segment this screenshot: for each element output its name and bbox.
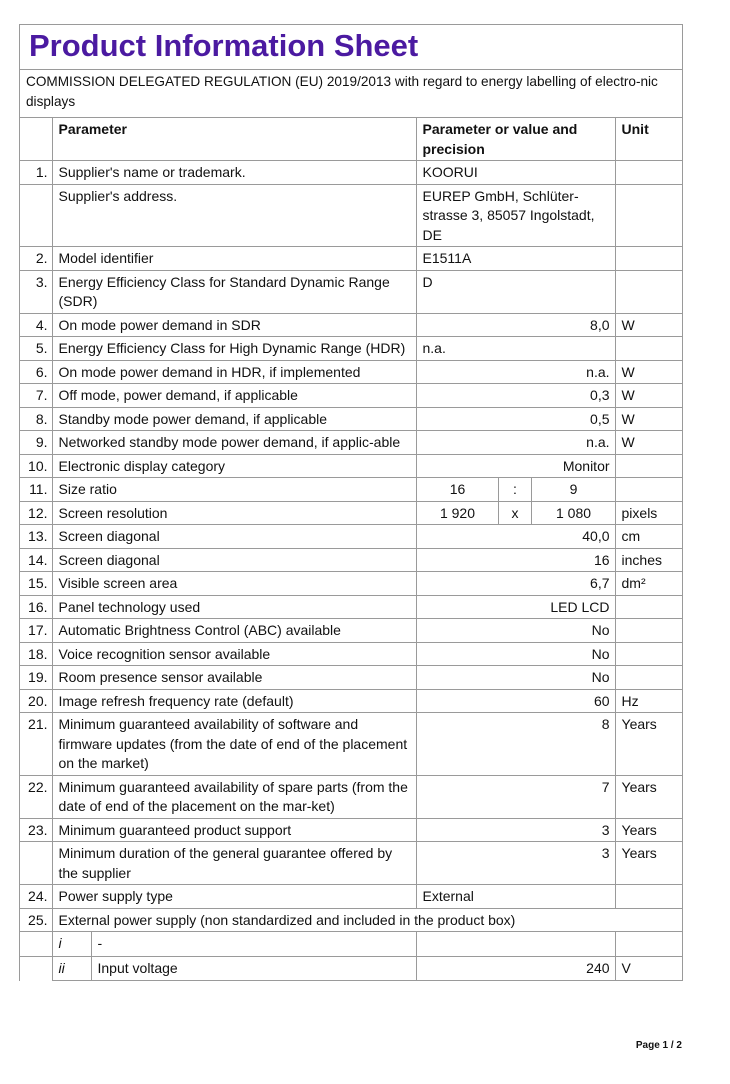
row-value: 6,7 bbox=[416, 572, 615, 596]
row-value: 0,5 bbox=[416, 407, 615, 431]
table-header bbox=[20, 118, 682, 161]
row-unit: W bbox=[615, 360, 682, 384]
row-unit bbox=[615, 595, 682, 619]
row-number: 15. bbox=[20, 572, 52, 596]
row-value: n.a. bbox=[416, 337, 615, 361]
page-subtitle: COMMISSION DELEGATED REGULATION (EU) 2019/2013 with regard to energy labelling of electro-nic displays bbox=[20, 69, 682, 117]
row-value: 7 bbox=[416, 775, 615, 818]
table-row bbox=[20, 407, 682, 431]
row-number: 7. bbox=[20, 384, 52, 408]
row-number: 5. bbox=[20, 337, 52, 361]
row-unit: Years bbox=[615, 713, 682, 776]
row-number: 16. bbox=[20, 595, 52, 619]
sub-parameter: - bbox=[97, 935, 103, 951]
row-unit: Hz bbox=[615, 689, 682, 713]
row-unit bbox=[615, 247, 682, 271]
row-value: n.a. bbox=[416, 360, 615, 384]
table-row-sub bbox=[20, 956, 682, 981]
row-number: 13. bbox=[20, 525, 52, 549]
row-number: 17. bbox=[20, 619, 52, 643]
sub-unit: V bbox=[615, 956, 682, 981]
row-number: 23. bbox=[20, 818, 52, 842]
row-value: No bbox=[416, 642, 615, 666]
row-unit: W bbox=[615, 407, 682, 431]
table-row bbox=[20, 818, 682, 842]
page-title: Product Information Sheet bbox=[29, 28, 419, 63]
row-parameter: Energy Efficiency Class for Standard Dynamic Range (SDR) bbox=[52, 270, 416, 313]
row-unit: Years bbox=[615, 775, 682, 818]
row-number: 19. bbox=[20, 666, 52, 690]
table-row bbox=[20, 572, 682, 596]
row-value: n.a. bbox=[416, 431, 615, 455]
sub-value bbox=[416, 932, 615, 957]
sub-index: ii bbox=[53, 957, 92, 981]
row-parameter: On mode power demand in HDR, if implemented bbox=[52, 360, 416, 384]
row-unit: cm bbox=[615, 525, 682, 549]
row-unit: W bbox=[615, 431, 682, 455]
row-number: 4. bbox=[20, 313, 52, 337]
row-value: KOORUI bbox=[416, 161, 615, 185]
row-number: 3. bbox=[20, 270, 52, 313]
row-value: E1511A bbox=[416, 247, 615, 271]
row-unit bbox=[615, 642, 682, 666]
row-value: No bbox=[416, 666, 615, 690]
table-row bbox=[20, 689, 682, 713]
table-row bbox=[20, 247, 682, 271]
row-parameter: Panel technology used bbox=[52, 595, 416, 619]
row-unit bbox=[615, 184, 682, 247]
row-value: 8 bbox=[416, 713, 615, 776]
row-parameter: Standby mode power demand, if applicable bbox=[52, 407, 416, 431]
header-parameter: Parameter bbox=[52, 118, 416, 161]
row-unit bbox=[615, 666, 682, 690]
row-parameter: Minimum guaranteed availability of software and firmware updates (from the date of end of the placement on the market) bbox=[52, 713, 416, 776]
row-number: 18. bbox=[20, 642, 52, 666]
row-parameter: Visible screen area bbox=[52, 572, 416, 596]
sub-unit bbox=[615, 932, 682, 957]
sub-value: 240 bbox=[416, 956, 615, 981]
row-number bbox=[20, 184, 52, 247]
row-number: 14. bbox=[20, 548, 52, 572]
row-unit bbox=[615, 337, 682, 361]
row-parameter: Supplier's address. bbox=[52, 184, 416, 247]
row-parameter: Supplier's name or trademark. bbox=[52, 161, 416, 185]
row-value: Monitor bbox=[416, 454, 615, 478]
row-value: LED LCD bbox=[416, 595, 615, 619]
table-row bbox=[20, 525, 682, 549]
row-number: 22. bbox=[20, 775, 52, 818]
row-number: 20. bbox=[20, 689, 52, 713]
row-unit: Years bbox=[615, 818, 682, 842]
row-unit bbox=[615, 619, 682, 643]
row-parameter: Minimum guaranteed availability of spare parts (from the date of end of the placement on the mar-ket) bbox=[52, 775, 416, 818]
row-number: 10. bbox=[20, 454, 52, 478]
row-unit: inches bbox=[615, 548, 682, 572]
row-value: 8,0 bbox=[416, 313, 615, 337]
row-unit bbox=[615, 270, 682, 313]
row-unit: W bbox=[615, 384, 682, 408]
parameter-table bbox=[20, 117, 682, 981]
row-parameter: Screen diagonal bbox=[52, 525, 416, 549]
row-value: 3 bbox=[416, 842, 615, 885]
row-value: 16 bbox=[416, 548, 615, 572]
row-value: D bbox=[416, 270, 615, 313]
row-unit bbox=[615, 161, 682, 185]
table-row bbox=[20, 454, 682, 478]
row-parameter: Screen diagonal bbox=[52, 548, 416, 572]
row-value: 40,0 bbox=[416, 525, 615, 549]
row-parameter: Image refresh frequency rate (default) bbox=[52, 689, 416, 713]
row-number: 8. bbox=[20, 407, 52, 431]
table-row bbox=[20, 384, 682, 408]
table-row bbox=[20, 431, 682, 455]
row-unit bbox=[615, 454, 682, 478]
info-sheet bbox=[19, 24, 683, 981]
header-value: Parameter or value and precision bbox=[416, 118, 615, 161]
table-row bbox=[20, 713, 682, 776]
table-row-power-supply-type: 24. Power supply type External bbox=[20, 885, 682, 909]
row-parameter: Energy Efficiency Class for High Dynamic Range (HDR) bbox=[52, 337, 416, 361]
row-parameter: Voice recognition sensor available bbox=[52, 642, 416, 666]
table-row bbox=[20, 184, 682, 247]
table-row-resolution: 12. Screen resolution 1 920 x 1 080 pixels bbox=[20, 501, 682, 525]
table-row bbox=[20, 270, 682, 313]
row-number: 2. bbox=[20, 247, 52, 271]
row-value: 0,3 bbox=[416, 384, 615, 408]
row-parameter: Networked standby mode power demand, if applic-able bbox=[52, 431, 416, 455]
table-row bbox=[20, 595, 682, 619]
page-number: Page 1 / 2 bbox=[635, 1040, 682, 1051]
row-value: No bbox=[416, 619, 615, 643]
row-parameter: Minimum duration of the general guarantee offered by the supplier bbox=[52, 842, 416, 885]
table-row bbox=[20, 360, 682, 384]
row-parameter: Off mode, power demand, if applicable bbox=[52, 384, 416, 408]
table-row bbox=[20, 548, 682, 572]
table-row bbox=[20, 161, 682, 185]
row-number: 9. bbox=[20, 431, 52, 455]
table-row bbox=[20, 666, 682, 690]
row-unit: dm² bbox=[615, 572, 682, 596]
row-number bbox=[20, 842, 52, 885]
table-row bbox=[20, 642, 682, 666]
table-row-external-power-supply: 25. External power supply (non standardized and included in the product box) bbox=[20, 908, 682, 932]
row-parameter: Model identifier bbox=[52, 247, 416, 271]
table-row bbox=[20, 842, 682, 885]
row-parameter: Minimum guaranteed product support bbox=[52, 818, 416, 842]
row-value: EUREP GmbH, Schlüter-strasse 3, 85057 Ingolstadt, DE bbox=[416, 184, 615, 247]
table-row-ratio: 11. Size ratio 16 : 9 bbox=[20, 478, 682, 502]
row-number: 6. bbox=[20, 360, 52, 384]
row-parameter: Automatic Brightness Control (ABC) available bbox=[52, 619, 416, 643]
table-row-sub bbox=[20, 932, 682, 957]
row-number: 21. bbox=[20, 713, 52, 776]
table-row bbox=[20, 337, 682, 361]
row-number: 1. bbox=[20, 161, 52, 185]
table-row bbox=[20, 313, 682, 337]
row-value: 60 bbox=[416, 689, 615, 713]
row-parameter: Electronic display category bbox=[52, 454, 416, 478]
table-row bbox=[20, 619, 682, 643]
row-unit: Years bbox=[615, 842, 682, 885]
table-row bbox=[20, 775, 682, 818]
row-parameter: Room presence sensor available bbox=[52, 666, 416, 690]
header-unit: Unit bbox=[615, 118, 682, 161]
row-value: 3 bbox=[416, 818, 615, 842]
row-parameter: On mode power demand in SDR bbox=[52, 313, 416, 337]
row-unit: W bbox=[615, 313, 682, 337]
sub-index: i bbox=[53, 932, 92, 956]
sub-parameter: Input voltage bbox=[97, 959, 178, 976]
